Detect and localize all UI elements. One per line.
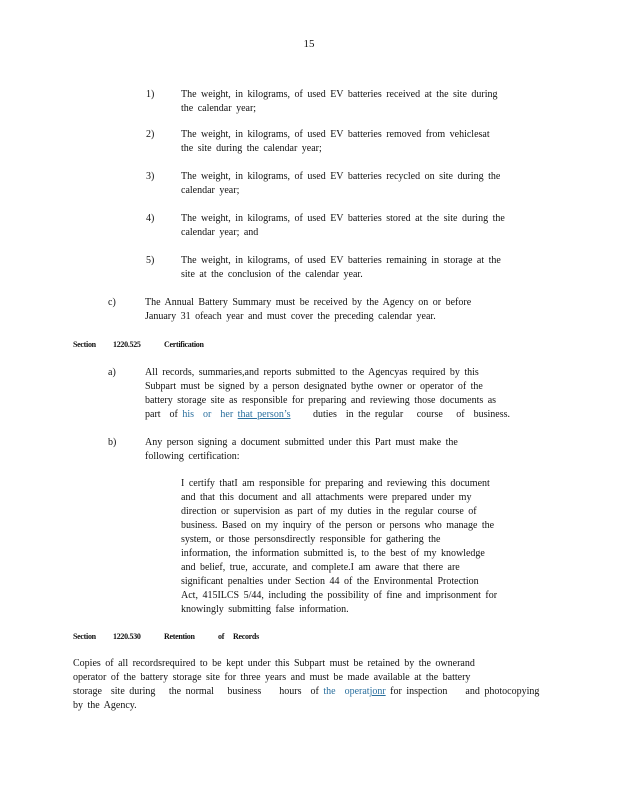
text-segment: for inspection and photocopying	[385, 686, 540, 697]
section-word: Section	[73, 632, 96, 641]
paragraph-text-1: Any person signing a document submitted under this Part must make the	[145, 437, 458, 448]
text-segment: duties in the regular course of business.	[290, 409, 511, 420]
list-item-text-2: calendar year;	[181, 185, 240, 196]
section-title-part: of	[218, 632, 225, 641]
paragraph-text-4: by the Agency.	[73, 700, 137, 711]
list-item-label: 1)	[146, 89, 155, 100]
certification-line: significant penalties under Section 44 of the Environmental Protection	[181, 576, 479, 587]
paragraph-text-2: January 31 ofeach year and must cover the preceding calendar year.	[145, 311, 436, 322]
certification-line: direction or supervision as part of my duties in the regular course of	[181, 506, 477, 517]
paragraph-text-2: following certification:	[145, 451, 240, 462]
text-segment: storage site during the normal business hours of	[73, 686, 324, 697]
list-item-text-1: The weight, in kilograms, of used EV batteries recycled on site during the	[181, 171, 501, 182]
list-item-text-1: The weight, in kilograms, of used EV batteries received at the site during	[181, 89, 498, 100]
page-number: 15	[303, 38, 315, 50]
certification-line: and that this document and all attachments were prepared under my	[181, 492, 472, 503]
section-number: 1220.530	[113, 632, 141, 641]
list-item-label: 4)	[146, 213, 155, 224]
paragraph-text-3	[73, 685, 539, 699]
certification-line: and belief, true, accurate, and complete.I am aware that there are	[181, 562, 460, 573]
paragraph-text-4	[145, 408, 510, 422]
certification-line: information, the information submitted is, to the best of my knowledge	[181, 548, 485, 559]
text-segment: part of	[145, 409, 183, 420]
list-item-text-1: The weight, in kilograms, of used EV batteries removed from vehiclesat	[181, 129, 490, 140]
list-item-text-1: The weight, in kilograms, of used EV batteries remaining in storage at the	[181, 255, 501, 266]
certification-line: I certify thatI am responsible for preparing and reviewing this document	[181, 478, 490, 489]
list-item-text-2: the site during the calendar year;	[181, 143, 322, 154]
inserted-text: jonr	[369, 686, 386, 697]
section-number: 1220.525	[113, 340, 141, 349]
paragraph-label: a)	[108, 367, 116, 378]
paragraph-text-1: The Annual Battery Summary must be received by the Agency on or before	[145, 297, 472, 308]
revised-text: the operat	[323, 686, 370, 697]
section-title-part: Retention	[164, 632, 195, 641]
paragraph-text-1: Copies of all recordsrequired to be kept under this Subpart must be retained by the ownerand	[73, 658, 475, 669]
list-item-label: 2)	[146, 129, 155, 140]
section-title: Certification	[164, 340, 204, 349]
paragraph-label: c)	[108, 297, 116, 308]
paragraph-text-1: All records, summaries,and reports submitted to the Agencyas required by this	[145, 367, 479, 378]
list-item-text-2: the calendar year;	[181, 103, 257, 114]
section-title-part: Records	[233, 632, 259, 641]
paragraph-text-3: battery storage site as responsible for preparing and reviewing those documents as	[145, 395, 497, 406]
list-item-text-2: calendar year; and	[181, 227, 259, 238]
paragraph-text-2: Subpart must be signed by a person designated bythe owner or operator of the	[145, 381, 483, 392]
revised-text: his or her	[182, 409, 234, 420]
list-item-label: 3)	[146, 171, 155, 182]
certification-line: business. Based on my inquiry of the person or persons who manage the	[181, 520, 495, 531]
section-word: Section	[73, 340, 96, 349]
certification-line: Act, 415ILCS 5/44, including the possibility of fine and imprisonment for	[181, 590, 498, 601]
list-item-label: 5)	[146, 255, 155, 266]
inserted-text: that person’s	[237, 409, 291, 420]
certification-line: system, or those personsdirectly responsible for gathering the	[181, 534, 441, 545]
paragraph-label: b)	[108, 437, 117, 448]
paragraph-text-2: operator of the battery storage site for three years and must be made available at the battery	[73, 672, 471, 683]
list-item-text-2: site at the conclusion of the calendar year.	[181, 269, 363, 280]
list-item-text-1: The weight, in kilograms, of used EV batteries stored at the site during the	[181, 213, 505, 224]
certification-line: knowingly submitting false information.	[181, 604, 349, 615]
